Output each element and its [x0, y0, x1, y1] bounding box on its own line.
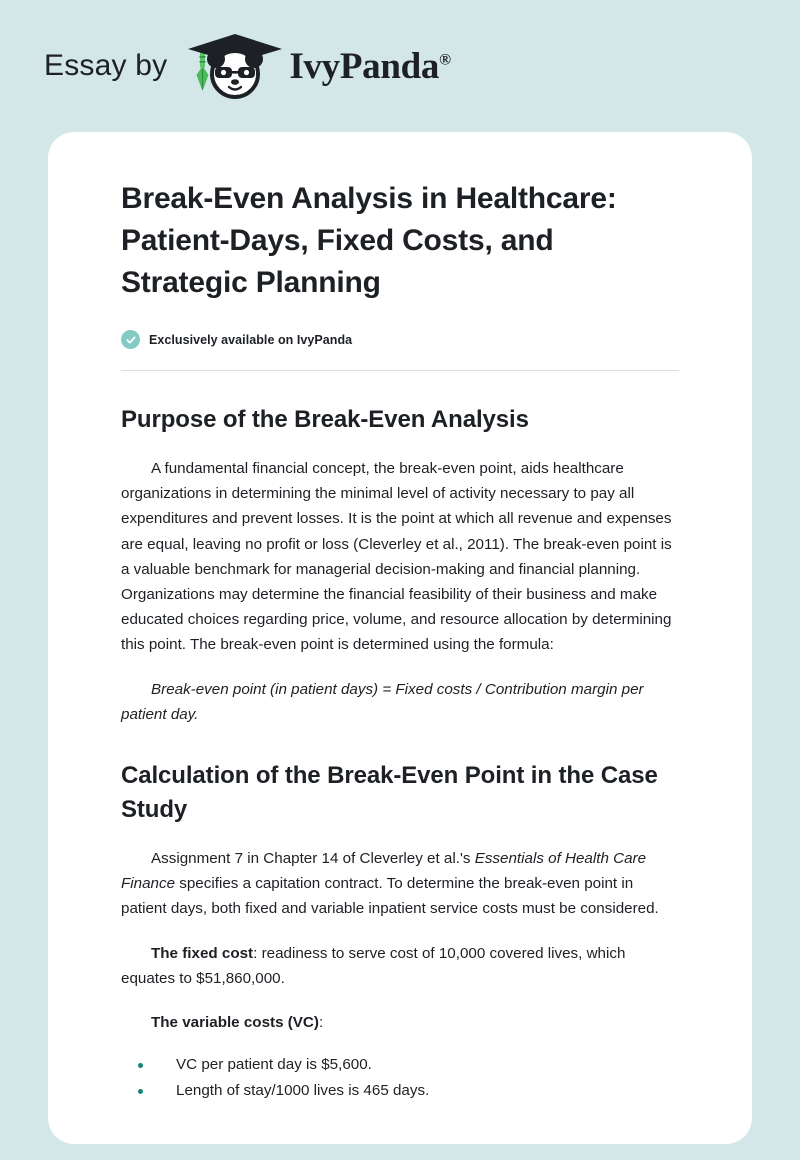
paragraph-case-study: [121, 846, 679, 922]
case-study-text-b: specifies a capitation contract. To determine the break-even point in patient days, both fixed and variable inpatient service costs must be considered.: [121, 875, 659, 918]
variable-costs-list: [121, 1052, 679, 1104]
fixed-cost-text: : readiness to serve cost of 10,000 covered lives, which equates to $51,860,000.: [121, 944, 626, 987]
section-heading-calculation: Calculation of the Break-Even Point in the Case Study: [121, 762, 658, 824]
essay-by-label: Essay by: [44, 49, 168, 82]
paragraph-purpose-intro: A fundamental financial concept, the break-even point, aids healthcare organizations in determining the minimal level of activity necessary to pay all expenditures and prevent losses. It is the point at which all revenue and expenses are equal, leaving no profit or loss (Cleverley et al., 2011). The break-even point is a valuable benchmark for managerial decision-making and financial planning. Organizations may determine the financial feasibility of their business and make educated choices regarding price, volume, and resource allocation by determining this point. The break-even point is determined using the formula:: [121, 460, 672, 654]
brand-header: [0, 0, 800, 132]
variable-costs-label: The variable costs (VC): [151, 1014, 319, 1032]
essay-card: [48, 132, 752, 1144]
paragraph-break-even-formula: Break-even point (in patient days) = Fixed costs / Contribution margin per patient day.: [121, 680, 644, 723]
page-title: Break-Even Analysis in Healthcare: Patient-Days, Fixed Costs, and Strategic Planning: [121, 182, 617, 299]
status-badge: [121, 330, 679, 349]
list-item: VC per patient day is $5,600.: [138, 1052, 679, 1078]
registered-mark: ®: [439, 51, 451, 69]
fixed-cost-label: The fixed cost: [151, 944, 254, 962]
book-title: Essentials of Health Care Finance: [121, 850, 647, 893]
panda-graduate-icon: [183, 33, 287, 99]
status-badge-label: Exclusively available on IvyPanda: [149, 332, 353, 347]
variable-costs-colon: :: [318, 1014, 324, 1032]
ivypanda-logo[interactable]: [183, 33, 450, 99]
paragraph-variable-costs: [121, 1010, 679, 1035]
section-heading-purpose: Purpose of the Break-Even Analysis: [121, 406, 529, 433]
ivypanda-wordmark: [289, 45, 451, 87]
paragraph-fixed-cost: [121, 941, 679, 991]
wordmark-text: IvyPanda: [289, 45, 440, 87]
list-item: Length of stay/1000 lives is 465 days.: [138, 1078, 679, 1104]
case-study-text-a: Assignment 7 in Chapter 14 of Cleverley et al.'s: [151, 850, 475, 868]
check-circle-icon: [121, 330, 140, 349]
title-divider: [121, 370, 679, 371]
